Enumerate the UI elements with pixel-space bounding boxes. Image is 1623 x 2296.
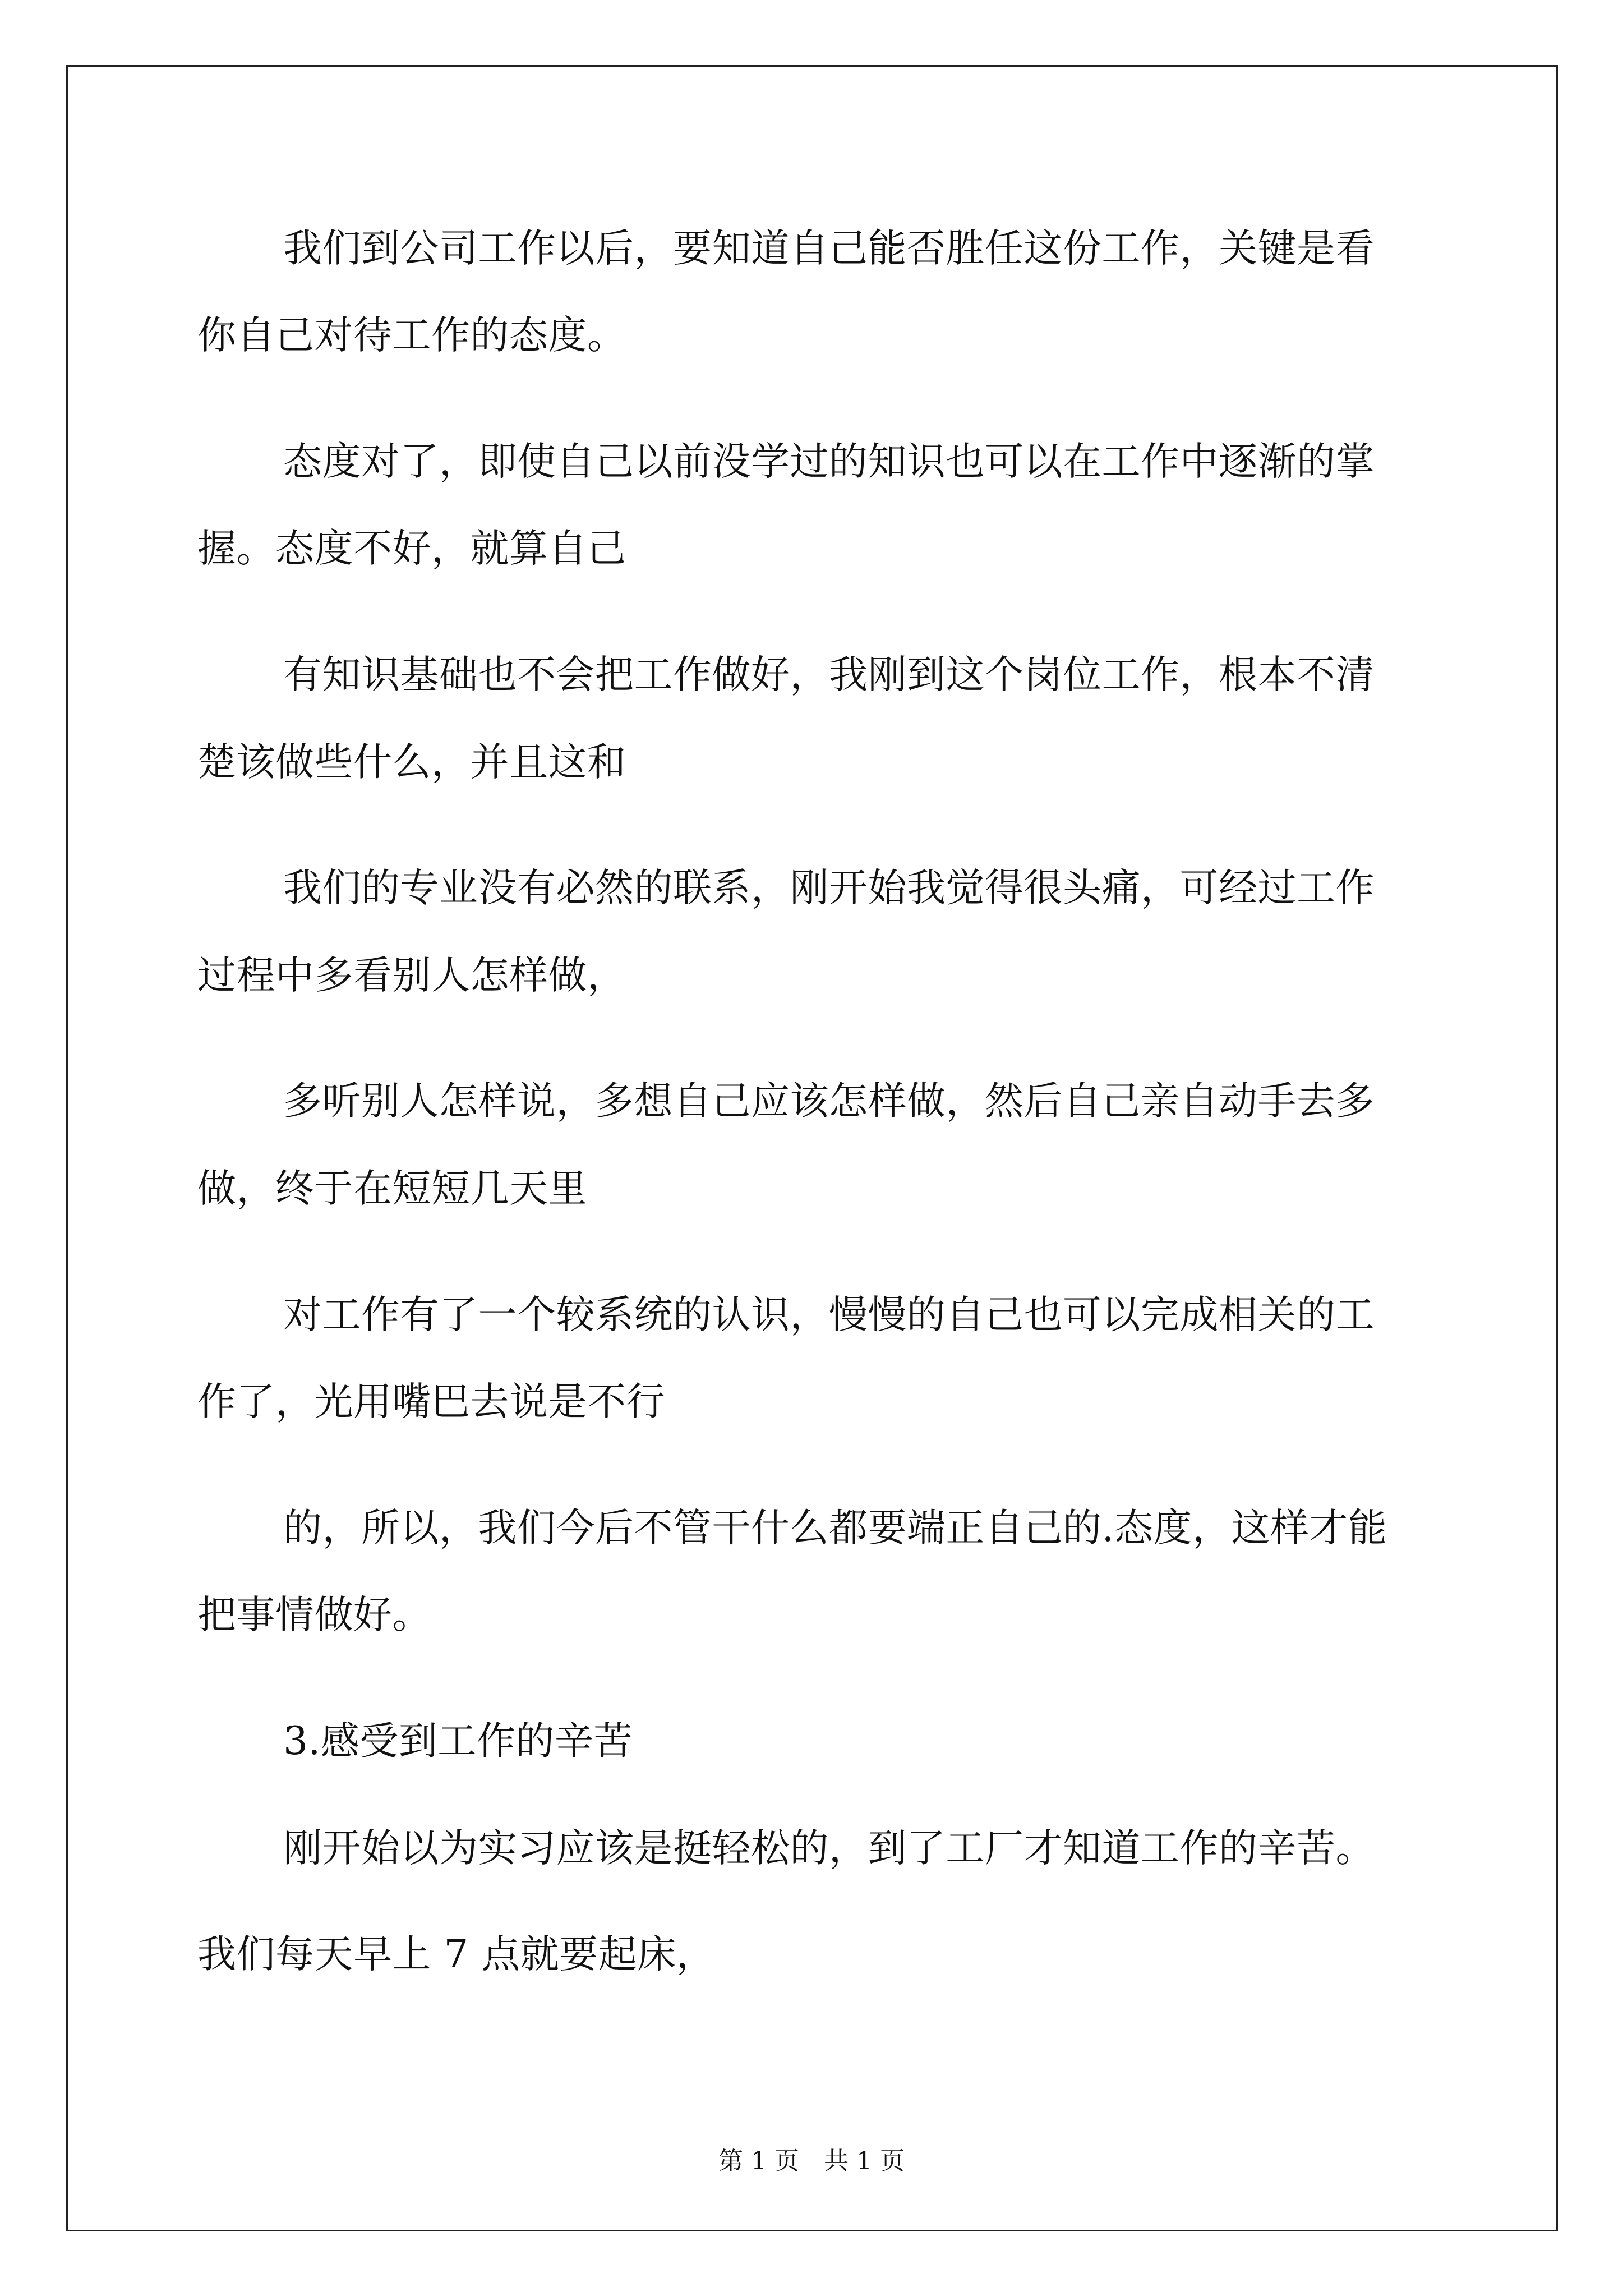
- text-line-16: 刚开始以为实习应该是挺轻松的，到了工厂才知道工作的辛苦。: [283, 1826, 1375, 1871]
- text-line-6: 楚该做些什么，并且这和: [197, 740, 626, 785]
- text-line-1: 我们到公司工作以后，要知道自己能否胜任这份工作，关键是看: [283, 226, 1375, 271]
- text-line-5: 有知识基础也不会把工作做好，我刚到这个岗位工作，根本不清: [283, 652, 1375, 697]
- page-border: [66, 65, 1558, 2231]
- text-line-2: 你自己对待工作的态度。: [197, 313, 626, 358]
- text-line-11: 对工作有了一个较系统的认识，慢慢的自己也可以完成相关的工: [283, 1292, 1375, 1337]
- text-line-17: 我们每天早上 7 点就要起床，: [197, 1932, 716, 1977]
- page-number-footer: 第 1 页 共 1 页: [718, 2147, 905, 2175]
- text-line-10: 做，终于在短短几天里: [197, 1166, 587, 1211]
- text-line-9: 多听别人怎样说，多想自己应该怎样做，然后自己亲自动手去多: [283, 1079, 1375, 1124]
- section-heading: 3.感受到工作的辛苦: [283, 1719, 633, 1764]
- text-line-13: 的，所以，我们今后不管干什么都要端正自己的.态度，这样才能: [283, 1506, 1387, 1550]
- text-line-7: 我们的专业没有必然的联系，刚开始我觉得很头痛，可经过工作: [283, 866, 1375, 910]
- text-line-14: 把事情做好。: [197, 1593, 431, 1637]
- text-line-12: 作了，光用嘴巴去说是不行: [197, 1379, 665, 1424]
- text-line-3: 态度对了，即使自己以前没学过的知识也可以在工作中逐渐的掌: [283, 439, 1375, 484]
- text-line-4: 握。态度不好，就算自己: [197, 526, 626, 571]
- text-line-8: 过程中多看别人怎样做，: [197, 953, 626, 998]
